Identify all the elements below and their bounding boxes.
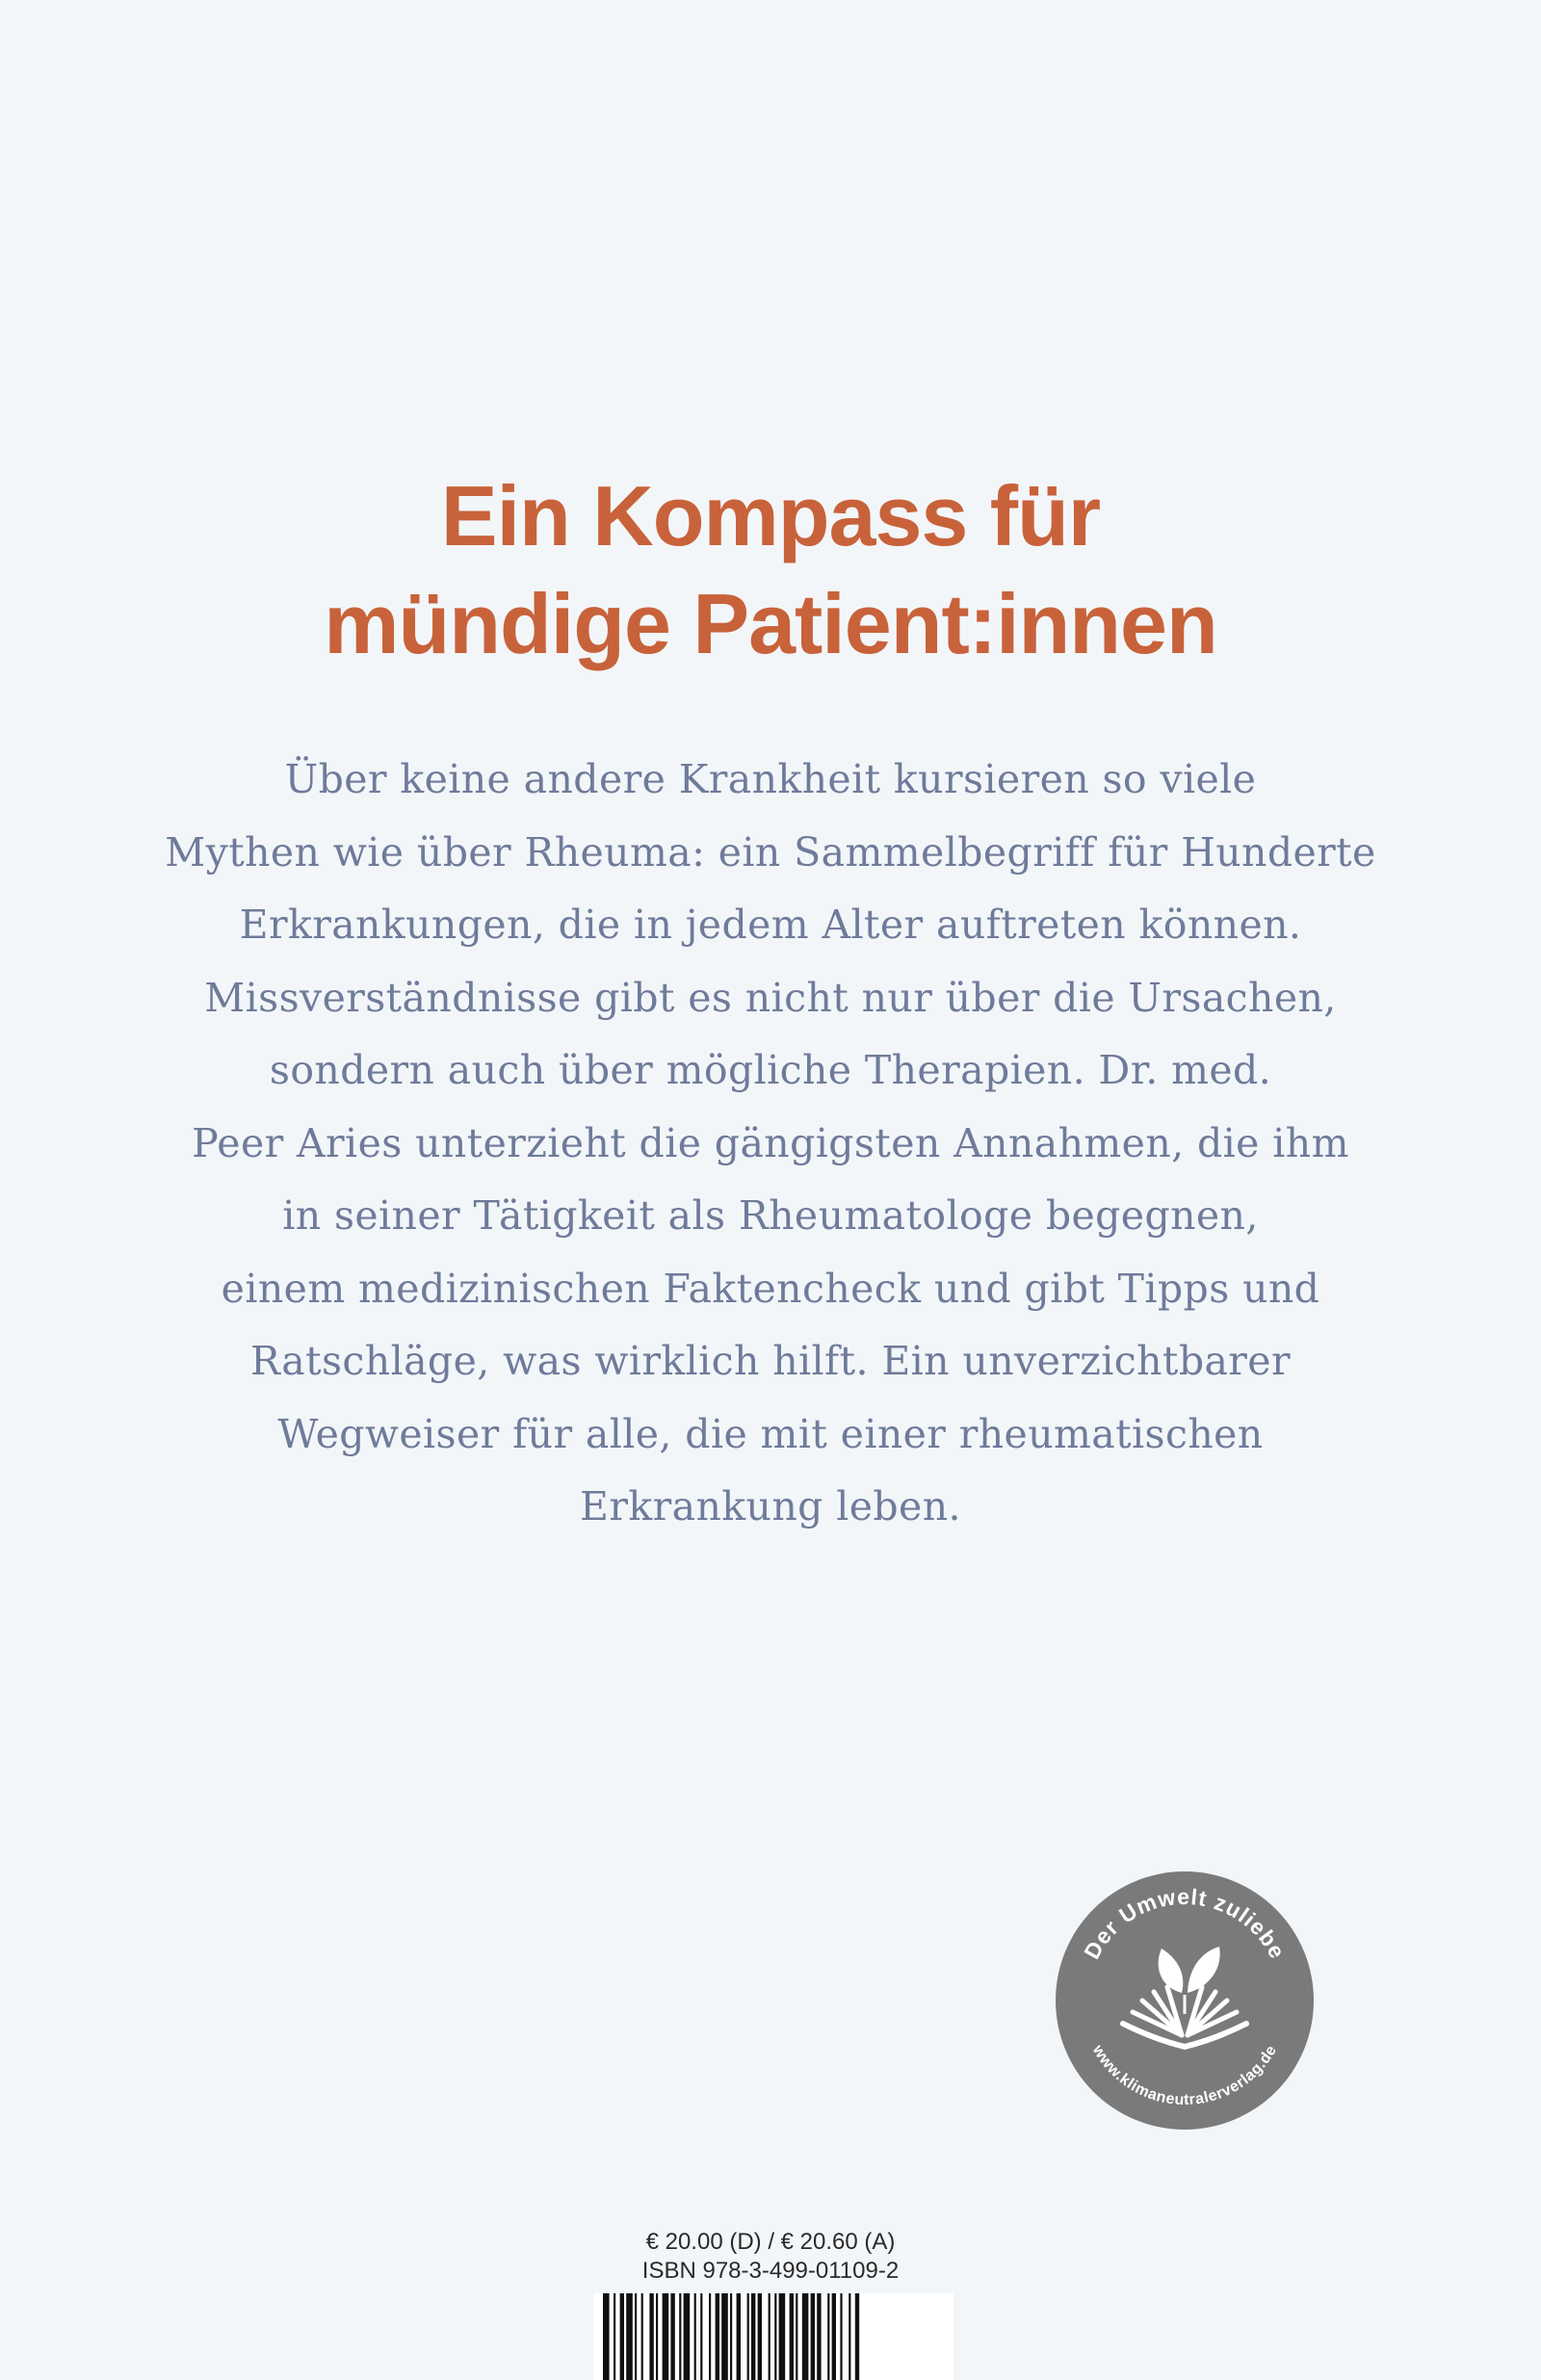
barcode-bar (811, 2293, 815, 2380)
barcode-bar (827, 2293, 829, 2380)
barcode-bar (758, 2293, 762, 2380)
barcode-bar (721, 2293, 728, 2380)
barcode-bar (796, 2293, 797, 2380)
blurb-line: Peer Aries unterzieht die gängigsten Annahmen, die ihm (192, 1119, 1349, 1166)
barcode-bar (840, 2293, 842, 2380)
blurb-line: Erkrankungen, die in jedem Alter auftreten können. (239, 902, 1302, 948)
barcode-bar (679, 2293, 681, 2380)
barcode-bar (603, 2293, 610, 2380)
barcode-bar (849, 2293, 850, 2380)
barcode-bar (790, 2293, 794, 2380)
blurb-line: sondern auch über mögliche Therapien. Dr. med. (269, 1047, 1272, 1093)
barcode-bar (684, 2293, 691, 2380)
price-line: € 20.00 (D) / € 20.60 (A) (645, 2229, 896, 2255)
barcode-bar (656, 2293, 658, 2380)
barcode-bar (614, 2293, 615, 2380)
headline-line-2: mündige Patient:innen (324, 576, 1217, 671)
barcode-bar (817, 2293, 821, 2380)
isbn-line: ISBN 978-3-499-01109-2 (641, 2258, 900, 2284)
barcode-bar (730, 2293, 732, 2380)
barcode-bar (649, 2293, 653, 2380)
blurb-text (0, 744, 1541, 1544)
eco-seal (1054, 1870, 1316, 2132)
blurb-line: Missverständnisse gibt es nicht nur über die Ursachen, (204, 974, 1337, 1021)
barcode-bar (635, 2293, 637, 2380)
blurb-line: Über keine andere Krankheit kursieren so viele (284, 756, 1257, 802)
barcode-bar (641, 2293, 643, 2380)
barcode-bar (620, 2293, 624, 2380)
blurb-line: Ratschläge, was wirklich hilft. Ein unverzichtbarer (250, 1338, 1291, 1384)
blurb-line: Mythen wie über Rheuma: ein Sammelbegriff für Hunderte (165, 828, 1376, 876)
barcode-bar (709, 2293, 711, 2380)
blurb-line: einem medizinischen Faktencheck und gibt Tipps und (221, 1265, 1320, 1312)
barcode-bar (751, 2293, 755, 2380)
barcode-bar (769, 2293, 770, 2380)
headline-line-1: Ein Kompass für (440, 468, 1101, 563)
seal-top-text: Der Umwelt zuliebe (1079, 1883, 1291, 1964)
barcode-bar (716, 2293, 719, 2380)
barcode-bar (700, 2293, 702, 2380)
headline (0, 462, 1541, 678)
barcode-bar (747, 2293, 749, 2380)
blurb-line: Erkrankung leben. (580, 1483, 961, 1530)
seal-bottom-text: www.klimaneutralerverlag.de (1088, 2042, 1281, 2109)
barcode-bar (694, 2293, 696, 2380)
barcode-bar (626, 2293, 633, 2380)
blurb-line: Wegweiser für alle, die mit einer rheumatischen (277, 1410, 1264, 1457)
barcode-bar (670, 2293, 674, 2380)
barcode-bar (737, 2293, 741, 2380)
price-info (601, 2228, 940, 2286)
barcode-bar (663, 2293, 669, 2380)
barcode-bar (855, 2293, 859, 2380)
barcode-bar (779, 2293, 786, 2380)
barcode-bar (832, 2293, 836, 2380)
isbn-barcode (593, 2293, 953, 2380)
blurb-line: in seiner Tätigkeit als Rheumatologe begegnen, (282, 1192, 1259, 1239)
barcode-bar (774, 2293, 776, 2380)
barcode-bar (802, 2293, 809, 2380)
